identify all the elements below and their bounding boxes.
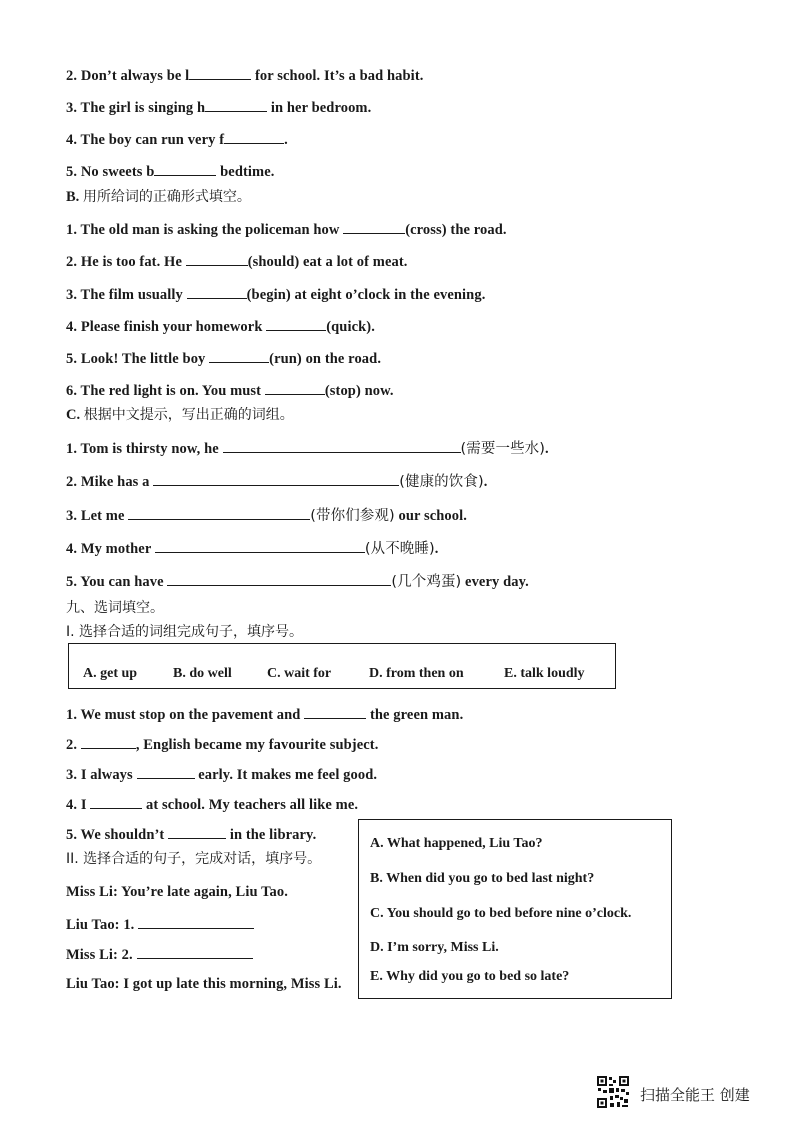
item-text-after: in her bedroom. — [270, 100, 372, 116]
answer-blank[interactable] — [138, 915, 254, 929]
part-a-item-5 — [66, 162, 275, 181]
item-text-after: (quick). — [326, 319, 375, 335]
item-number: 1. — [66, 441, 78, 457]
dialogue-line-4 — [66, 975, 342, 993]
answer-blank[interactable] — [304, 705, 366, 719]
answer-blank[interactable] — [167, 572, 391, 586]
item-text-before: Look! The little boy — [80, 351, 206, 367]
item-text-after: . — [483, 474, 488, 490]
part-b-item-6 — [66, 381, 394, 400]
part-a-item-2 — [66, 66, 423, 85]
item-text-before: We shouldn’t — [80, 827, 165, 843]
item-number: 3. — [66, 100, 78, 116]
part-b-item-1 — [66, 220, 507, 239]
item-text-after: (run) on the road. — [269, 351, 382, 367]
part-c-item-3 — [66, 506, 467, 525]
item-text-after: our school. — [394, 508, 467, 524]
nine-item-2 — [66, 735, 378, 754]
answer-blank[interactable] — [189, 66, 251, 80]
item-number: 3. — [66, 508, 78, 524]
item-text-after: , English became my favourite subject. — [135, 737, 379, 753]
answer-blank[interactable] — [209, 349, 269, 363]
sentence-option-d: D. I’m sorry, Miss Li. — [370, 940, 499, 955]
nine-item-4 — [66, 795, 358, 814]
item-number: 5. — [66, 827, 78, 843]
item-number: 3. — [66, 287, 78, 303]
answer-blank[interactable] — [155, 539, 365, 553]
item-number: 4. — [66, 319, 78, 335]
item-text-after: (cross) the road. — [405, 222, 507, 238]
item-text-before: I — [80, 797, 87, 813]
answer-blank[interactable] — [187, 285, 247, 299]
answer-blank[interactable] — [265, 381, 325, 395]
item-number: 2. — [66, 474, 78, 490]
answer-blank[interactable] — [154, 162, 216, 176]
part-title-text: I. 选择合适的词组完成句子，填序号。 — [66, 624, 304, 640]
part-b-item-2 — [66, 252, 407, 271]
nine-item-5 — [66, 825, 316, 844]
dialogue-text: Miss Li: You’re late again, Liu Tao. — [66, 884, 288, 900]
sentence-options-box — [358, 819, 672, 999]
dialogue-line-1 — [66, 883, 288, 901]
item-text-after: (should) eat a lot of meat. — [247, 254, 408, 270]
item-text-before: My mother — [80, 541, 152, 557]
part-b-item-5 — [66, 349, 381, 368]
item-number: 6. — [66, 383, 78, 399]
item-text-before: Don’t always be l — [80, 68, 190, 84]
dialogue-text: Miss Li: 2. — [66, 947, 133, 963]
item-number: 2. — [66, 737, 78, 753]
nine-item-1 — [66, 705, 463, 724]
answer-blank[interactable] — [186, 252, 248, 266]
chinese-hint: (从不晚睡) — [364, 541, 435, 557]
part-b-item-3 — [66, 285, 485, 304]
section-instruction: 用所给词的正确形式填空。 — [82, 189, 251, 205]
item-number: 3. — [66, 767, 78, 783]
section-title-text: 九、选词填空。 — [66, 600, 164, 616]
item-text-before: The boy can run very f — [80, 132, 225, 148]
item-text-before: No sweets b — [80, 164, 155, 180]
part-title-text: II. 选择合适的句子，完成对话，填序号。 — [66, 851, 322, 867]
item-text-before: Tom is thirsty now, he — [80, 441, 219, 457]
answer-blank[interactable] — [90, 795, 142, 809]
part-b-heading — [66, 188, 251, 206]
item-text-before: The film usually — [80, 287, 183, 303]
chinese-hint: (需要一些水) — [460, 441, 546, 457]
option-c: C. wait for — [267, 666, 332, 681]
dialogue-line-2 — [66, 915, 254, 934]
item-text-before: The girl is singing h — [80, 100, 206, 116]
part-b-item-4 — [66, 317, 375, 336]
answer-blank[interactable] — [81, 735, 136, 749]
part-a-item-4 — [66, 130, 288, 149]
item-text-after: every day. — [461, 574, 529, 590]
answer-blank[interactable] — [266, 317, 326, 331]
chinese-hint: (健康的饮食) — [399, 474, 484, 490]
item-text-before: Let me — [80, 508, 125, 524]
sentence-option-a: A. What happened, Liu Tao? — [370, 836, 543, 851]
section-nine-part1-title — [66, 623, 303, 641]
dialogue-line-3 — [66, 945, 253, 964]
answer-blank[interactable] — [168, 825, 226, 839]
chinese-hint: (带你们参观) — [310, 508, 395, 524]
item-text-before: We must stop on the pavement and — [80, 707, 301, 723]
sentence-option-c: C. You should go to bed before nine o’clock. — [370, 906, 632, 921]
dialogue-text: Liu Tao: 1. — [66, 917, 135, 933]
item-number: 1. — [66, 222, 78, 238]
answer-blank[interactable] — [343, 220, 405, 234]
answer-blank[interactable] — [223, 439, 461, 453]
item-number: 4. — [66, 541, 78, 557]
item-number: 4. — [66, 797, 78, 813]
section-nine-title — [66, 599, 164, 617]
dialogue-text: Liu Tao: I got up late this morning, Miss Li. — [66, 976, 342, 992]
item-text-after: for school. It’s a bad habit. — [255, 68, 424, 84]
item-number: 5. — [66, 351, 78, 367]
item-text-after: . — [434, 541, 439, 557]
item-number: 4. — [66, 132, 78, 148]
word-options-box — [68, 643, 616, 689]
item-number: 5. — [66, 574, 78, 590]
part-c-item-5 — [66, 572, 529, 591]
part-c-item-2 — [66, 472, 487, 491]
item-text-after: (stop) now. — [324, 383, 394, 399]
answer-blank[interactable] — [128, 506, 310, 520]
option-d: D. from then on — [369, 666, 464, 681]
answer-blank[interactable] — [137, 765, 195, 779]
item-text-before: I always — [80, 767, 133, 783]
item-number: 2. — [66, 254, 78, 270]
item-text-after: . — [545, 441, 549, 457]
item-text-before: The red light is on. You must — [80, 383, 262, 399]
qr-code-icon — [596, 1075, 630, 1109]
item-text-before: The old man is asking the policeman how — [80, 222, 340, 238]
part-c-heading — [66, 406, 294, 424]
option-e: E. talk loudly — [504, 666, 585, 681]
part-c-item-4 — [66, 539, 439, 558]
part-a-item-3 — [66, 98, 371, 117]
item-text-before: Mike has a — [80, 474, 150, 490]
item-number: 2. — [66, 68, 78, 84]
nine-item-3 — [66, 765, 377, 784]
chinese-hint: (几个鸡蛋) — [391, 574, 462, 590]
item-text-after: . — [284, 132, 288, 148]
section-nine-part2-title — [66, 850, 321, 868]
section-letter: C. — [66, 407, 81, 423]
sentence-option-b: B. When did you go to bed last night? — [370, 871, 595, 886]
option-b: B. do well — [173, 666, 232, 681]
item-text-before: He is too fat. He — [80, 254, 182, 270]
answer-blank[interactable] — [153, 472, 399, 486]
footer-scanner-credit: 扫描全能王 创建 — [640, 1086, 750, 1104]
item-text-before: Please finish your homework — [80, 319, 263, 335]
item-text-after: in the library. — [229, 827, 317, 843]
item-text-after: (begin) at eight o’clock in the evening. — [246, 287, 486, 303]
answer-blank[interactable] — [224, 130, 284, 144]
section-instruction: 根据中文提示，写出正确的词组。 — [83, 407, 294, 423]
answer-blank[interactable] — [137, 945, 253, 959]
item-text-after: the green man. — [369, 707, 464, 723]
item-text-after: early. It makes me feel good. — [198, 767, 378, 783]
item-text-after: bedtime. — [220, 164, 275, 180]
item-text-after: at school. My teachers all like me. — [146, 797, 359, 813]
section-letter: B. — [66, 189, 80, 205]
sentence-option-e: E. Why did you go to bed so late? — [370, 969, 570, 984]
item-number: 1. — [66, 707, 78, 723]
item-number: 5. — [66, 164, 78, 180]
option-a: A. get up — [83, 666, 138, 681]
part-c-item-1 — [66, 439, 549, 458]
answer-blank[interactable] — [205, 98, 267, 112]
item-text-before: You can have — [80, 574, 164, 590]
